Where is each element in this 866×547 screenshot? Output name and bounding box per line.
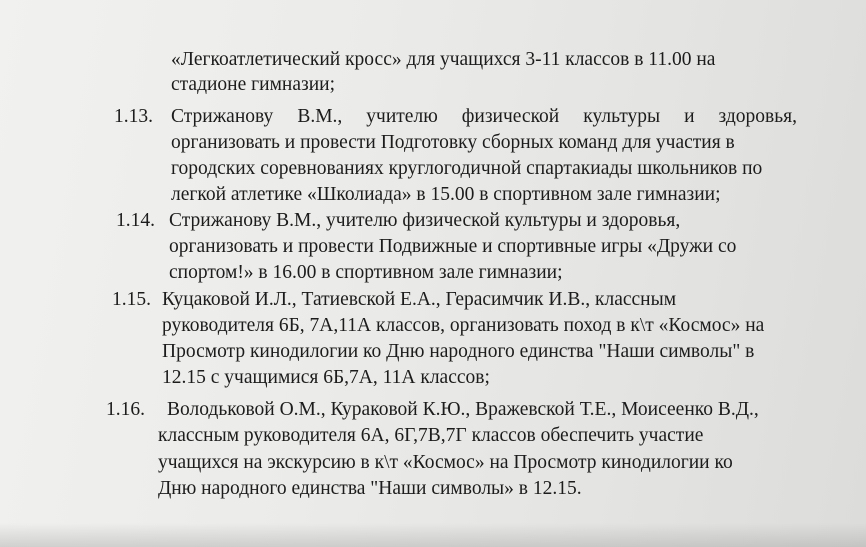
text-line (171, 105, 797, 129)
word: и (684, 106, 695, 127)
text-line: спортом!» в 16.00 в спортивном зале гимназии; (169, 262, 563, 283)
item-number: 1.15. (112, 289, 151, 310)
text-line: «Легкоатлетический кросс» для учащихся 3-11 классов в 11.00 на (171, 49, 716, 70)
item-number: 1.14. (116, 210, 155, 231)
word: здоровья, (718, 106, 797, 127)
word: учителю (366, 106, 438, 127)
text-line: Стрижанову В.М., учителю физической культуры и здоровья, (169, 210, 681, 231)
item-number: 1.16. (106, 399, 145, 420)
text-line: руководителя 6Б, 7А,11А классов, организовать поход в к\т «Космос» на (162, 315, 765, 336)
text-line: стадионе гимназии; (171, 74, 335, 95)
text-line: классным руководителя 6А, 6Г,7В,7Г классов обеспечить участие (158, 425, 704, 446)
text-line: учащихся на экскурсию в к\т «Космос» на Просмотр кинодилогии ко (158, 452, 733, 473)
text-line: Просмотр кинодилогии ко Дню народного единства "Наши символы" в (162, 341, 755, 362)
text-line: легкой атлетике «Школиада» в 15.00 в спортивном зале гимназии; (171, 184, 721, 205)
text-line: Дню народного единства "Наши символы» в 12.15. (158, 478, 582, 499)
page-bottom-shadow (0, 523, 866, 547)
text-line: Володьковой О.М., Кураковой К.Ю., Вражевской Т.Е., Моисеенко В.Д., (167, 399, 759, 420)
item-number: 1.13. (114, 106, 153, 127)
word: культуры (583, 106, 661, 127)
word: В.М., (297, 106, 343, 127)
text-line: Куцаковой И.Л., Татиевской Е.А., Герасимчик И.В., классным (162, 289, 677, 310)
word: физической (461, 106, 560, 127)
text-line: организовать и провести Подвижные и спортивные игры «Дружи со (169, 236, 737, 257)
text-line: организовать и провести Подготовку сборных команд для участия в (171, 132, 735, 153)
word: Стрижанову (171, 106, 274, 127)
text-line: городских соревнованиях круглогодичной спартакиады школьников по (171, 158, 763, 179)
text-line: 12.15 с учащимися 6Б,7А, 11А классов; (162, 367, 490, 388)
